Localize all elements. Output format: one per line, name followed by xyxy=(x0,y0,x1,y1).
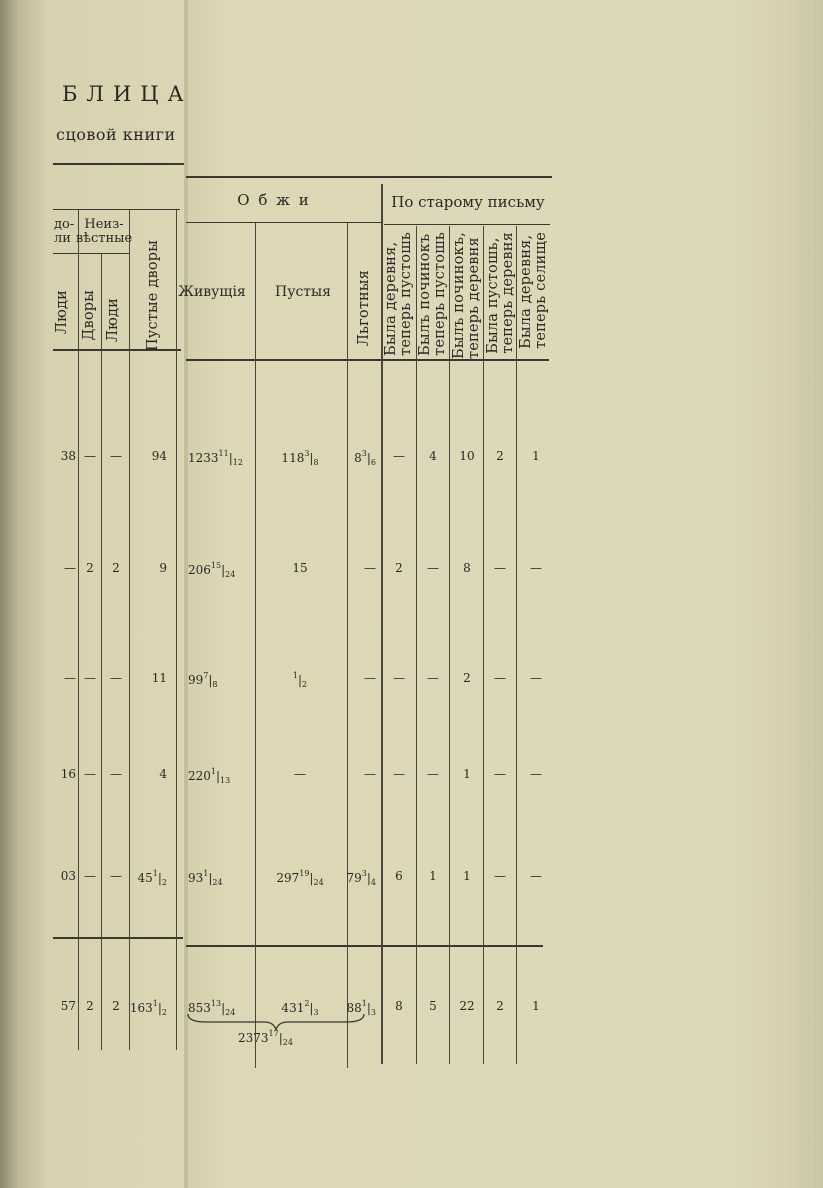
header-staroe-1: Была деревня, теперь пустошь xyxy=(383,232,415,356)
left-sub-rule xyxy=(53,209,180,210)
row-3-s1: — xyxy=(393,671,405,685)
header-pustye-dvory: Пустые дворы xyxy=(145,240,161,352)
right-total-rule xyxy=(186,945,543,947)
header-lyudi-2: Люди xyxy=(105,298,121,343)
row-2-s2: — xyxy=(427,561,439,575)
row-4-s4: — xyxy=(494,767,506,781)
row-1-s3: 10 xyxy=(459,449,475,463)
total-s4: 2 xyxy=(496,999,504,1013)
row-4-lyudi2: — xyxy=(110,767,122,781)
grand-total: $2373^{17}|_{24}$ xyxy=(238,1029,293,1047)
row-4-pust: — xyxy=(294,767,306,781)
row-2-zhiv: $206^{15}|_{24}$ xyxy=(188,561,236,579)
page-title: БЛИЦА xyxy=(62,82,193,106)
obzhi-col-rule xyxy=(255,223,256,1068)
row-1-s5: 1 xyxy=(532,449,540,463)
row-2-pust: 15 xyxy=(292,561,308,575)
row-1-s4: 2 xyxy=(496,449,504,463)
header-lyudi: Люди xyxy=(54,290,70,335)
left-sub-rule-2 xyxy=(53,253,130,254)
row-5-pust: $297^{19}|_{24}$ xyxy=(276,869,324,887)
row-3-s5: — xyxy=(530,671,542,685)
row-5-lyudi2: — xyxy=(110,869,122,883)
header-lgotnyya: Льготныя xyxy=(356,270,372,347)
total-pust: $431^2|_3$ xyxy=(281,999,319,1017)
row-3-s2: — xyxy=(427,671,439,685)
row-3-lgot: — xyxy=(364,671,376,685)
row-5-s2: 1 xyxy=(429,869,437,883)
row-4-dvory: — xyxy=(84,767,96,781)
row-3-s4: — xyxy=(494,671,506,685)
row-2-lyudi: — xyxy=(64,561,76,575)
row-1-s1: — xyxy=(393,449,405,463)
row-3-pust: $^1|_2$ xyxy=(292,671,308,689)
total-lyudi: 57 xyxy=(60,999,76,1013)
left-col-rule xyxy=(176,210,177,1050)
left-total-rule xyxy=(53,937,183,939)
obzhi-col-rule xyxy=(347,223,348,1068)
row-2-dvory: 2 xyxy=(86,561,94,575)
row-2-s4: — xyxy=(494,561,506,575)
staroe-title: По старому письму xyxy=(391,193,545,211)
row-2-s1: 2 xyxy=(395,561,403,575)
row-4-s5: — xyxy=(530,767,542,781)
row-5-s4: — xyxy=(494,869,506,883)
row-2-s5: — xyxy=(530,561,542,575)
staroe-col-rule xyxy=(449,226,450,1064)
row-2-pustye: 9 xyxy=(159,561,167,575)
total-s1: 8 xyxy=(395,999,403,1013)
row-3-pustye: 11 xyxy=(151,671,167,685)
left-top-rule xyxy=(53,163,184,165)
row-5-s5: — xyxy=(530,869,542,883)
page-subtitle: сцовой книги xyxy=(56,125,176,144)
left-col-rule xyxy=(78,210,79,1050)
row-1-lgot: $8^3|_6$ xyxy=(354,449,376,467)
row-3-dvory: — xyxy=(84,671,96,685)
obzhi-sub-rule xyxy=(186,222,382,223)
obzhi-title: О б ж и xyxy=(237,191,311,209)
row-1-dvory: — xyxy=(84,449,96,463)
header-unknown: Неиз- вѣстные xyxy=(75,217,133,247)
row-3-zhiv: $99^7|_8$ xyxy=(188,671,218,689)
total-s3: 22 xyxy=(459,999,475,1013)
row-4-lgot: — xyxy=(364,767,376,781)
row-1-pustye: 94 xyxy=(151,449,167,463)
total-s2: 5 xyxy=(429,999,437,1013)
total-dvory: 2 xyxy=(86,999,94,1013)
header-staroe-4: Была пустошь, теперь деревня xyxy=(485,232,517,354)
row-4-pustye: 4 xyxy=(159,767,167,781)
row-5-s3: 1 xyxy=(463,869,471,883)
header-dvory: Дворы xyxy=(81,290,97,341)
row-4-s2: — xyxy=(427,767,439,781)
total-lgot: $88^1|_3$ xyxy=(346,999,376,1017)
row-1-pust: $118^3|_8$ xyxy=(281,449,319,467)
header-zhivushchiya: Живущія xyxy=(178,284,246,300)
total-zhiv: $853^{13}|_{24}$ xyxy=(188,999,236,1017)
row-1-lyudi2: — xyxy=(110,449,122,463)
header-pustyya: Пустыя xyxy=(274,284,332,300)
row-2-s3: 8 xyxy=(463,561,471,575)
left-col-rule xyxy=(101,253,102,1050)
header-staroe-5: Была деревня, теперь селище xyxy=(518,232,550,349)
row-5-dvory: — xyxy=(84,869,96,883)
right-top-rule xyxy=(186,176,552,178)
row-3-lyudi: — xyxy=(64,671,76,685)
row-5-pustye: $45^1|_2$ xyxy=(137,869,167,887)
header-staroe-2: Былъ починокъ теперь пустошь xyxy=(417,232,449,356)
row-4-zhiv: $220^1|_{13}$ xyxy=(188,767,231,785)
row-2-lyudi2: 2 xyxy=(112,561,120,575)
row-4-lyudi: 16 xyxy=(60,767,76,781)
total-s5: 1 xyxy=(532,999,540,1013)
row-2-lgot: — xyxy=(364,561,376,575)
total-pustye: $163^1|_2$ xyxy=(129,999,167,1017)
header-partial: до- ли xyxy=(54,217,75,247)
row-5-zhiv: $93^1|_{24}$ xyxy=(188,869,223,887)
left-header-bottom-rule xyxy=(53,349,181,351)
row-1-zhiv: $1233^{11}|_{12}$ xyxy=(188,449,243,467)
header-staroe-3: Былъ починокъ, теперь деревня xyxy=(451,232,483,359)
row-3-lyudi2: — xyxy=(110,671,122,685)
total-lyudi2: 2 xyxy=(112,999,120,1013)
row-5-lyudi: 03 xyxy=(60,869,76,883)
staroe-sub-rule xyxy=(384,224,550,225)
row-1-lyudi: 38 xyxy=(60,449,76,463)
row-4-s3: 1 xyxy=(463,767,471,781)
row-3-s3: 2 xyxy=(463,671,471,685)
right-header-bottom-rule xyxy=(186,359,549,361)
staroe-col-rule xyxy=(483,226,484,1064)
row-1-s2: 4 xyxy=(429,449,437,463)
row-4-s1: — xyxy=(393,767,405,781)
row-5-s1: 6 xyxy=(395,869,403,883)
row-5-lgot: $79^3|_4$ xyxy=(346,869,376,887)
left-col-rule xyxy=(129,210,130,1050)
